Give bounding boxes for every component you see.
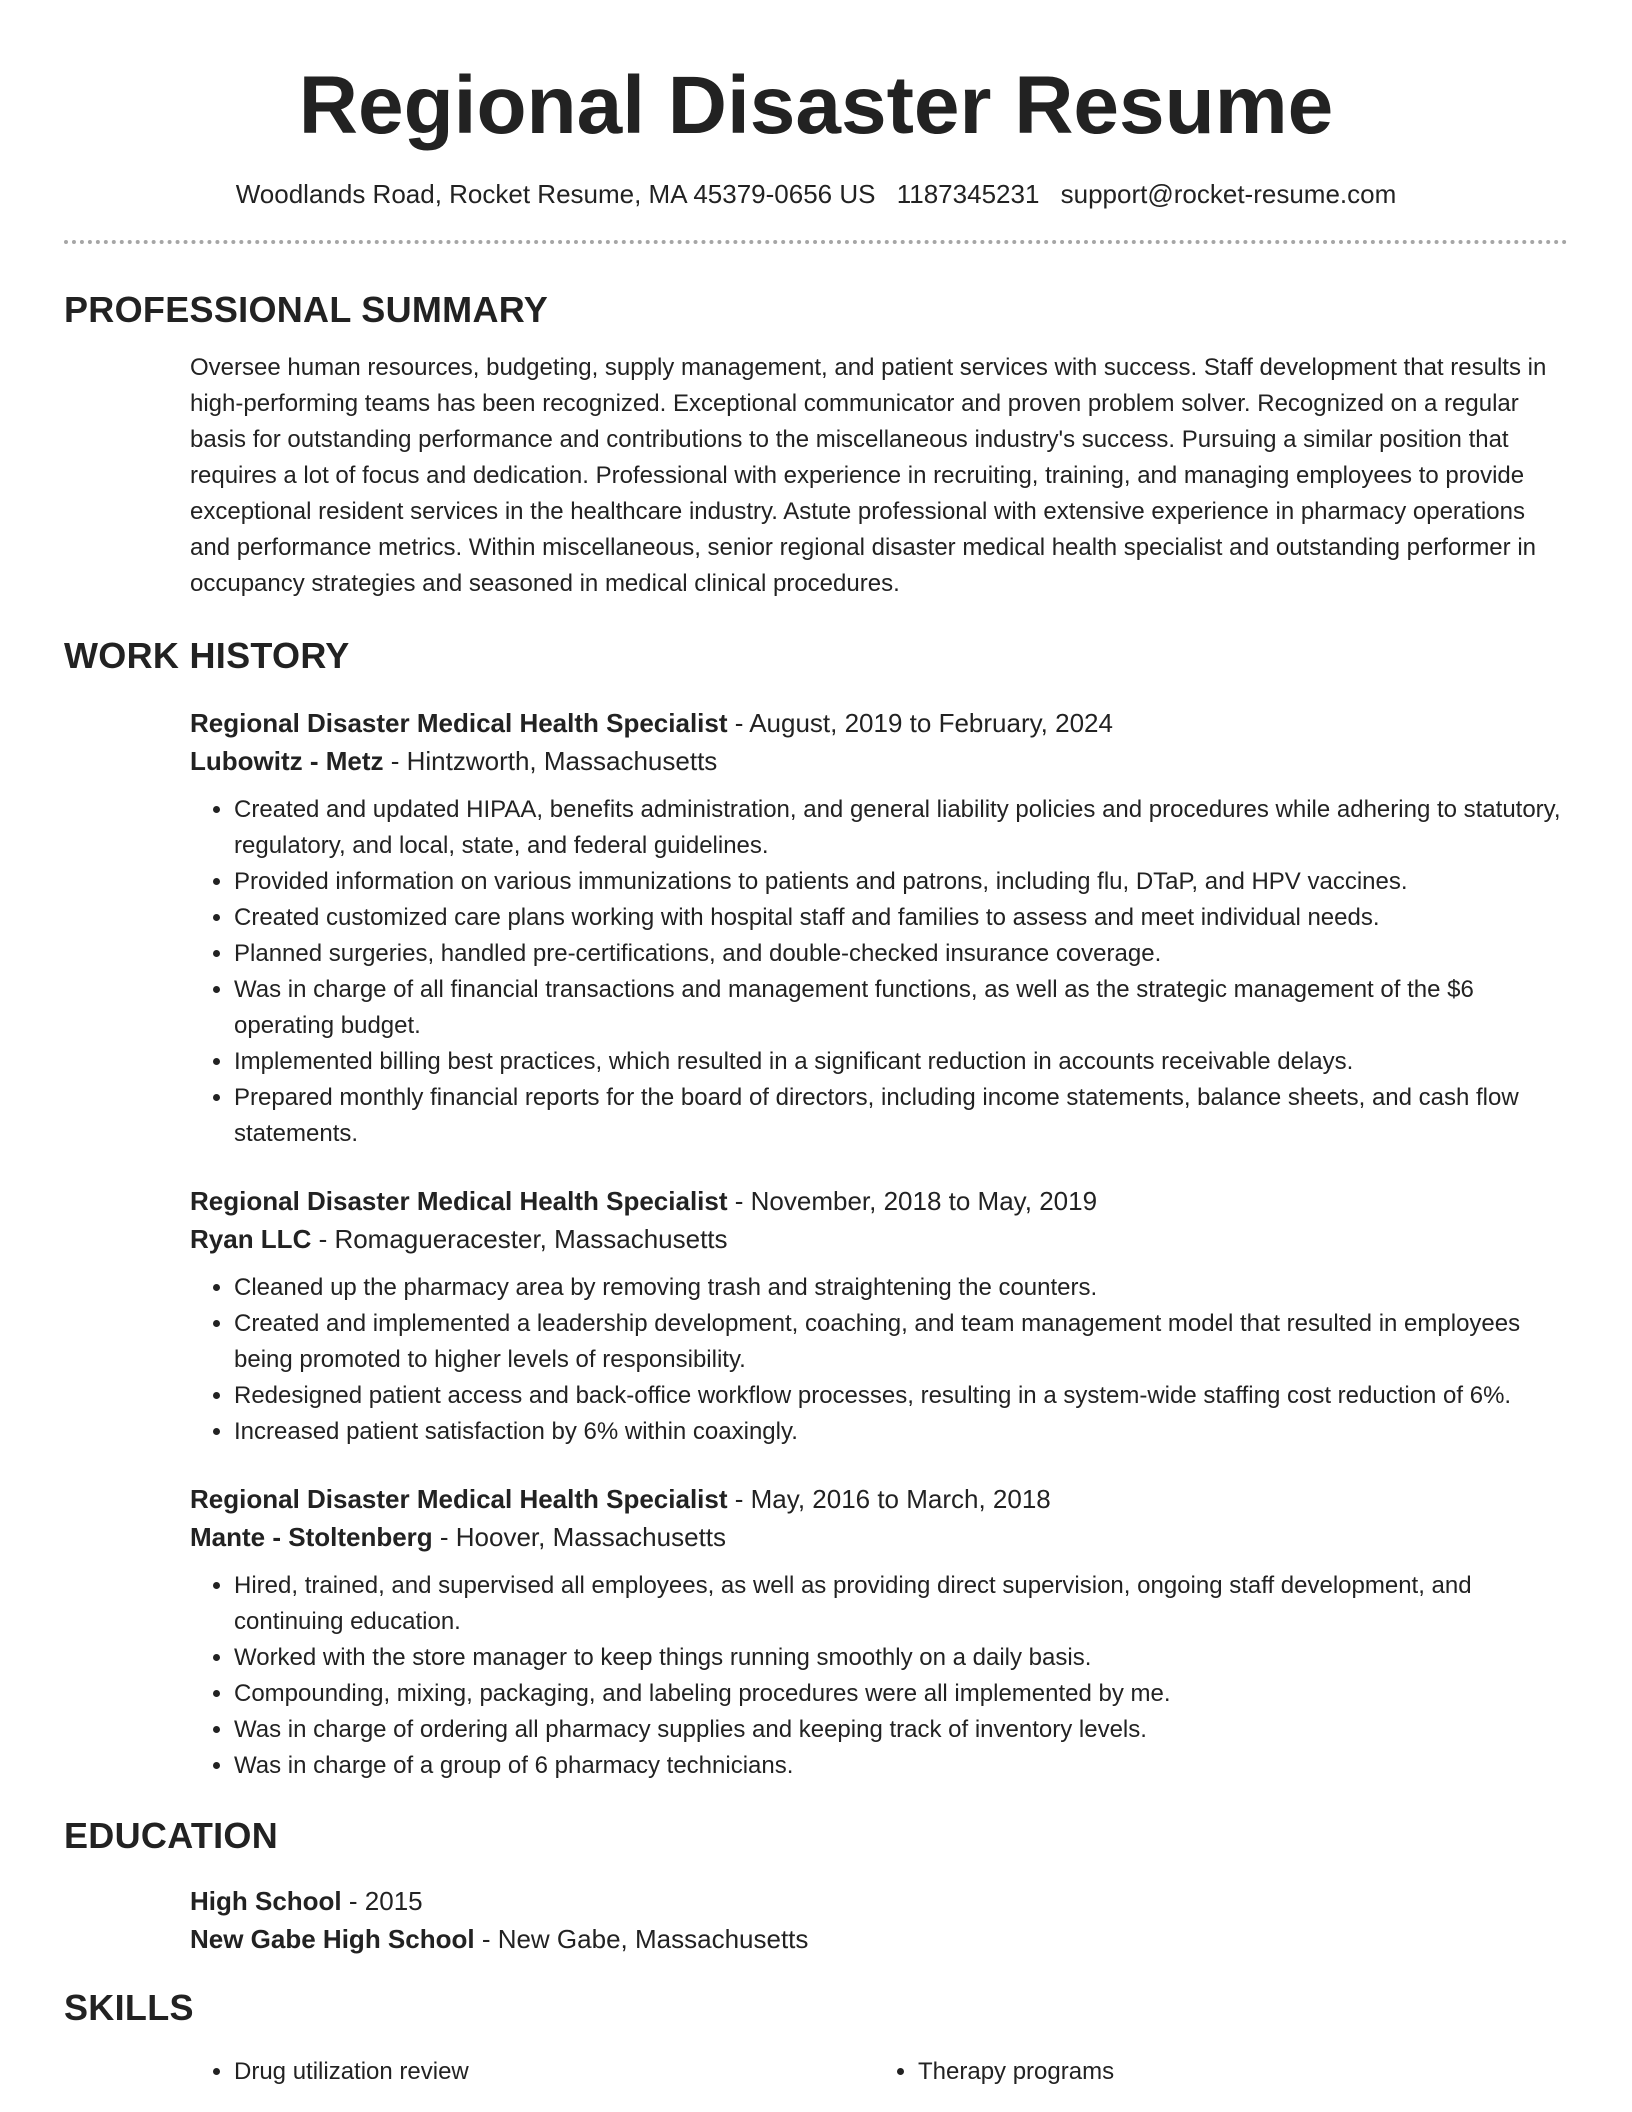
job-location: - Hoover, Massachusetts [432,1522,727,1552]
summary-section [64,288,1568,602]
job-dates: - November, 2018 to May, 2019 [727,1186,1098,1216]
contact-address: Woodlands Road, Rocket Resume, MA 45379-0656 US [235,179,876,209]
job-company-line [190,1518,1568,1556]
job-company-line [190,1220,1568,1258]
contact-line [64,176,1568,212]
job-company: Ryan LLC [190,1224,312,1254]
job-role: Regional Disaster Medical Health Specialist [190,1484,728,1514]
list-item: • Provided information on various immunizations to patients and patrons, including flu, DTaP, and HPV vaccines. [234,864,1568,900]
job-entry [190,1182,1568,1450]
job-bullets [190,1568,1568,1784]
work-history-heading: WORK HISTORY [64,635,350,676]
job-bullets [190,1270,1568,1450]
contact-email: support@rocket-resume.com [1060,179,1397,209]
education-entry [190,1882,1568,1958]
skills-heading: SKILLS [64,1987,194,2028]
job-entry [190,704,1568,1152]
education-year: - 2015 [341,1886,423,1916]
job-title-line [190,1182,1568,1220]
job-bullets [190,792,1568,1152]
job-company: Lubowitz - Metz [190,746,384,776]
job-company-line [190,742,1568,780]
list-item: • Cleaned up the pharmacy area by removing trash and straightening the counters. [234,1270,1568,1306]
list-item: • Increased patient satisfaction by 6% within coaxingly. [234,1414,1568,1450]
job-title-line [190,1480,1568,1518]
job-company: Mante - Stoltenberg [190,1522,433,1552]
list-item: • Prepared monthly financial reports for the board of directors, including income statements, balance sheets, and cash flow statements. [234,1080,1568,1152]
job-location: - Hintzworth, Massachusetts [383,746,718,776]
job-role: Regional Disaster Medical Health Specialist [190,708,728,738]
education-school: New Gabe High School [190,1924,475,1954]
list-item: • Compounding, mixing, packaging, and labeling procedures were all implemented by me. [234,1676,1568,1712]
list-item: • Drug utilization review [234,2054,874,2090]
education-location: - New Gabe, Massachusetts [474,1924,809,1954]
education-school-line [190,1920,1568,1958]
list-item: • Hired, trained, and supervised all employees, as well as providing direct supervision, ongoing staff development, and continuing education. [234,1568,1568,1640]
list-item: • Worked with the store manager to keep things running smoothly on a daily basis. [234,1640,1568,1676]
summary-heading: PROFESSIONAL SUMMARY [64,289,549,330]
job-location: - Romagueracester, Massachusetts [311,1224,728,1254]
skills-columns [190,2054,1568,2090]
list-item: • Created customized care plans working with hospital staff and families to assess and meet individual needs. [234,900,1568,936]
summary-text: Oversee human resources, budgeting, supply management, and patient services with success. Staff development that results in high-performing teams has been recognized. Exceptional communicator and proven problem solver. Recognized on a regular basis for outstanding performance and contributions to the miscellaneous industry's success. Pursuing a similar position that requires a lot of focus and dedication. Professional with experience in recruiting, training, and managing employees to provide exceptional resident services in the healthcare industry. Astute professional with extensive experience in pharmacy operations and performance metrics. Within miscellaneous, senior regional disaster medical health specialist and outstanding performer in occupancy strategies and seasoned in medical clinical procedures. [190,354,1547,597]
contact-phone: 1187345231 [896,179,1040,209]
list-item: • Therapy programs [918,2054,1558,2090]
work-history-section [64,634,1568,1784]
job-entry [190,1480,1568,1784]
skills-right-column [874,2054,1558,2090]
job-role: Regional Disaster Medical Health Specialist [190,1186,728,1216]
education-degree-line [190,1882,1568,1920]
list-item: • Was in charge of ordering all pharmacy supplies and keeping track of inventory levels. [234,1712,1568,1748]
job-dates: - May, 2016 to March, 2018 [727,1484,1051,1514]
list-item: • Was in charge of all financial transactions and management functions, as well as the strategic management of the $6 operating budget. [234,972,1568,1044]
education-heading: EDUCATION [64,1815,279,1856]
education-degree: High School [190,1886,342,1916]
list-item: • Created and updated HIPAA, benefits administration, and general liability policies and procedures while adhering to statutory, regulatory, and local, state, and federal guidelines. [234,792,1568,864]
resume-title: Regional Disaster Resume [298,60,1334,151]
job-dates: - August, 2019 to February, 2024 [727,708,1113,738]
skills-left-column [190,2054,874,2090]
list-item: • Created and implemented a leadership development, coaching, and team management model that resulted in employees being promoted to higher levels of responsibility. [234,1306,1568,1378]
job-title-line [190,704,1568,742]
list-item: • Was in charge of a group of 6 pharmacy technicians. [234,1748,1568,1784]
list-item: • Redesigned patient access and back-office workflow processes, resulting in a system-wide staffing cost reduction of 6%. [234,1378,1568,1414]
skills-section [64,1986,1568,2090]
header-divider [64,240,1568,244]
education-section [64,1814,1568,1958]
list-item: • Implemented billing best practices, which resulted in a significant reduction in accounts receivable delays. [234,1044,1568,1080]
list-item: • Planned surgeries, handled pre-certifications, and double-checked insurance coverage. [234,936,1568,972]
